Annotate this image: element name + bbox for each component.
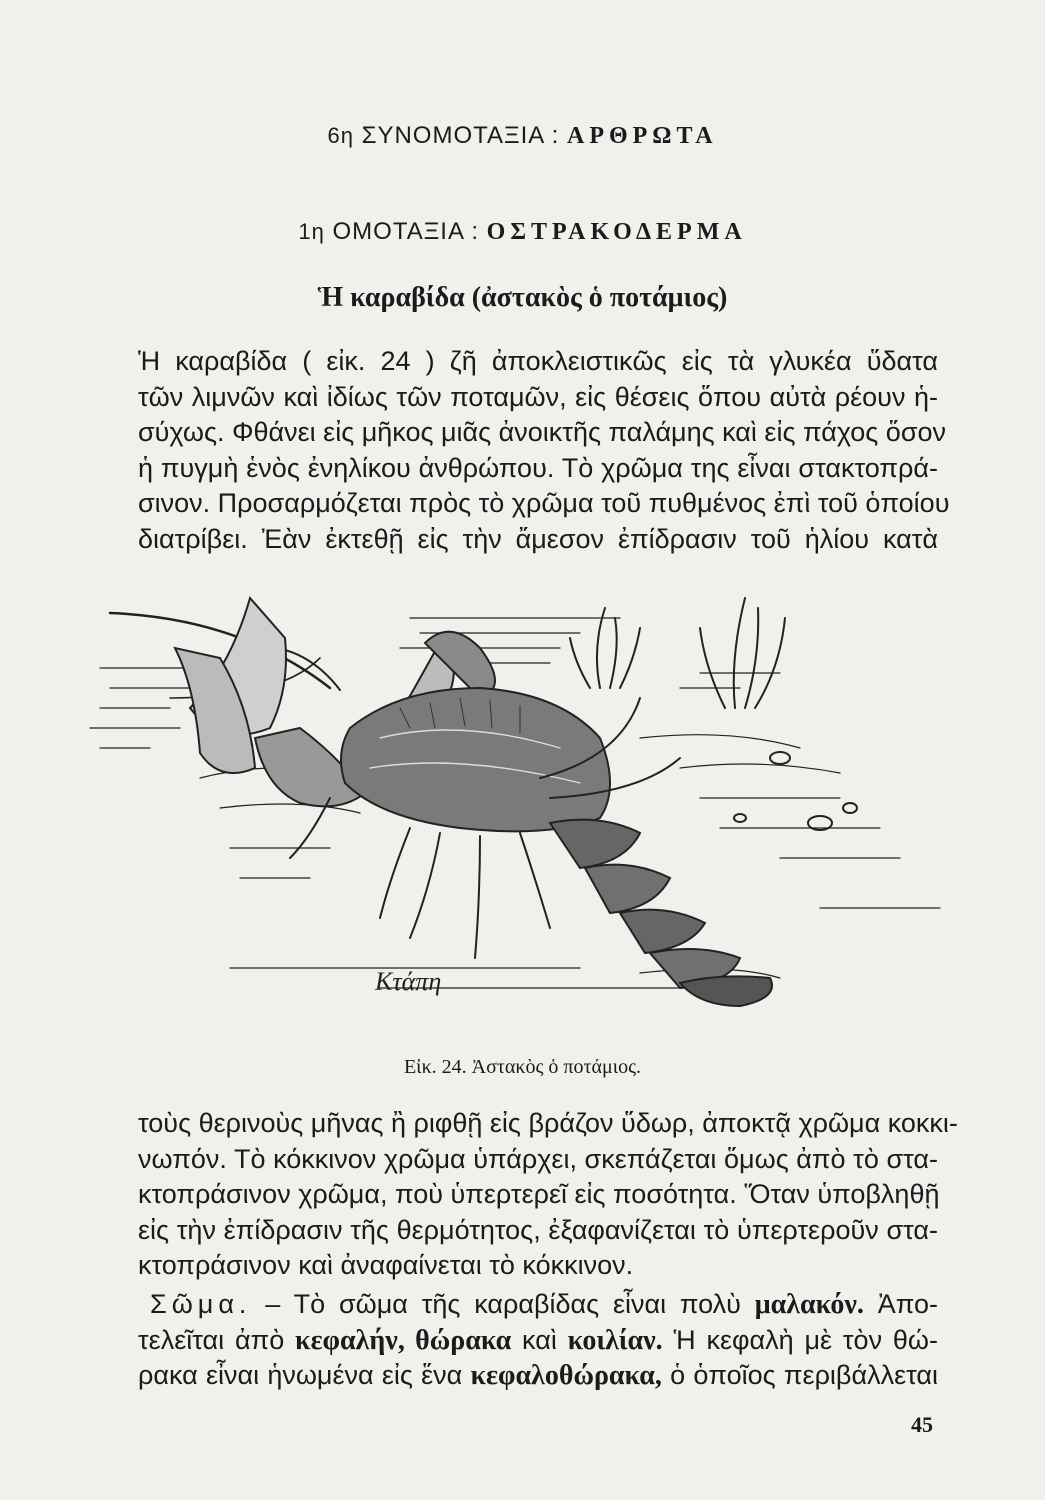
text-line: σινον. Προσαρμόζεται πρὸς τὸ χρῶμα τοῦ πυθμένος ἐπὶ τοῦ ὁποίου <box>138 488 950 518</box>
text-run: Ἀπο- <box>863 1289 938 1319</box>
text-run: καὶ <box>511 1324 568 1355</box>
class-name: ΟΣΤΡΑΚΟΔΕΡΜΑ <box>486 219 747 245</box>
bold-term: μαλακόν. <box>754 1289 864 1320</box>
bold-term: κεφαλοθώρακα, <box>470 1360 662 1391</box>
text-line: εἰς τὴν ἐπίδρασιν τῆς θερμότητος, ἐξαφανίζεται τὸ ὑπερτεροῦν στα- <box>138 1214 938 1245</box>
paragraph-body <box>138 1287 938 1394</box>
class-number: 1η <box>298 219 325 244</box>
text-run: ρακα εἶναι ἡνωμένα εἰς ἕνα <box>138 1360 471 1390</box>
text-run: ὁ ὁποῖος περιβάλλεται <box>661 1360 938 1390</box>
section-title: Ἡ καραβίδα (ἀστακὸς ὁ ποτάμιος) <box>317 282 728 313</box>
phylum-label: ΣΥΝΟΜΟΤΑΞΙΑ : <box>361 122 560 149</box>
text-run: Ἡ κεφαλὴ μὲ τὸν θώ- <box>662 1324 938 1355</box>
text-line: σύχως. Φθάνει εἰς μῆκος μιᾶς ἀνοικτῆς παλάμης καὶ εἰς πάχος ὅσον <box>138 417 946 447</box>
bold-term: κοιλίαν. <box>567 1324 663 1356</box>
artist-signature: Κτάπη <box>375 967 442 996</box>
phylum-number: 6η <box>327 123 354 148</box>
text-line: νωπόν. Τὸ κόκκινον χρῶμα ὑπάρχει, σκεπάζεται ὅμως ἀπὸ τὸ στα- <box>138 1143 938 1174</box>
paragraph-intro <box>138 344 950 557</box>
text-line <box>138 1323 938 1359</box>
text-line <box>138 1358 938 1394</box>
text-line: τοὺς θερινοὺς μῆνας ἢ ριφθῇ εἰς βράζον ὕδωρ, ἀποκτᾷ χρῶμα κοκκι- <box>138 1108 958 1138</box>
text-line: διατρίβει. Ἐὰν ἐκτεθῇ εἰς τὴν ἄμεσον ἐπίδρασιν τοῦ ἡλίου κατὰ <box>138 523 938 554</box>
text-line: Ἡ καραβίδα ( εἰκ. 24 ) ζῆ ἀποκλειστικῶς εἰς τὰ γλυκέα ὕδατα <box>138 346 938 376</box>
paragraph-color <box>138 1106 958 1284</box>
figure-caption: Εἰκ. 24. Ἀστακὸς ὁ ποτάμιος. <box>403 1056 642 1078</box>
class-label: ΟΜΟΤΑΞΙΑ : <box>332 218 479 245</box>
text-run: – Τὸ σῶμα τῆς καραβίδας εἶναι πολὺ <box>251 1289 755 1319</box>
text-line: ἡ πυγμὴ ἑνὸς ἐνηλίκου ἀνθρώπου. Τὸ χρῶμα της εἶναι στακτοπρά- <box>138 452 938 483</box>
phylum-heading <box>0 122 1045 150</box>
text-line: κτοπράσινον χρῶμα, ποὺ ὑπερτερεῖ εἰς ποσότητα. Ὅταν ὑποβληθῇ <box>138 1179 940 1209</box>
bold-term: κεφαλήν, θώρακα <box>295 1324 512 1356</box>
crayfish-illustration <box>80 578 960 1008</box>
phylum-name: ΑΡΘΡΩΤΑ <box>566 123 718 149</box>
page-number: 45 <box>911 1412 933 1437</box>
text-line: κτοπράσινον καὶ ἀναφαίνεται τὸ κόκκινον. <box>138 1250 634 1280</box>
text-line: τῶν λιμνῶν καὶ ἰδίως τῶν ποταμῶν, εἰς θέσεις ὅπου αὐτὰ ρέουν ἡ- <box>138 381 938 412</box>
text-run: τελεῖται ἀπὸ <box>138 1324 296 1355</box>
section-lead: Σῶμα. <box>150 1289 252 1319</box>
class-heading <box>0 218 1045 246</box>
text-line <box>138 1287 938 1323</box>
